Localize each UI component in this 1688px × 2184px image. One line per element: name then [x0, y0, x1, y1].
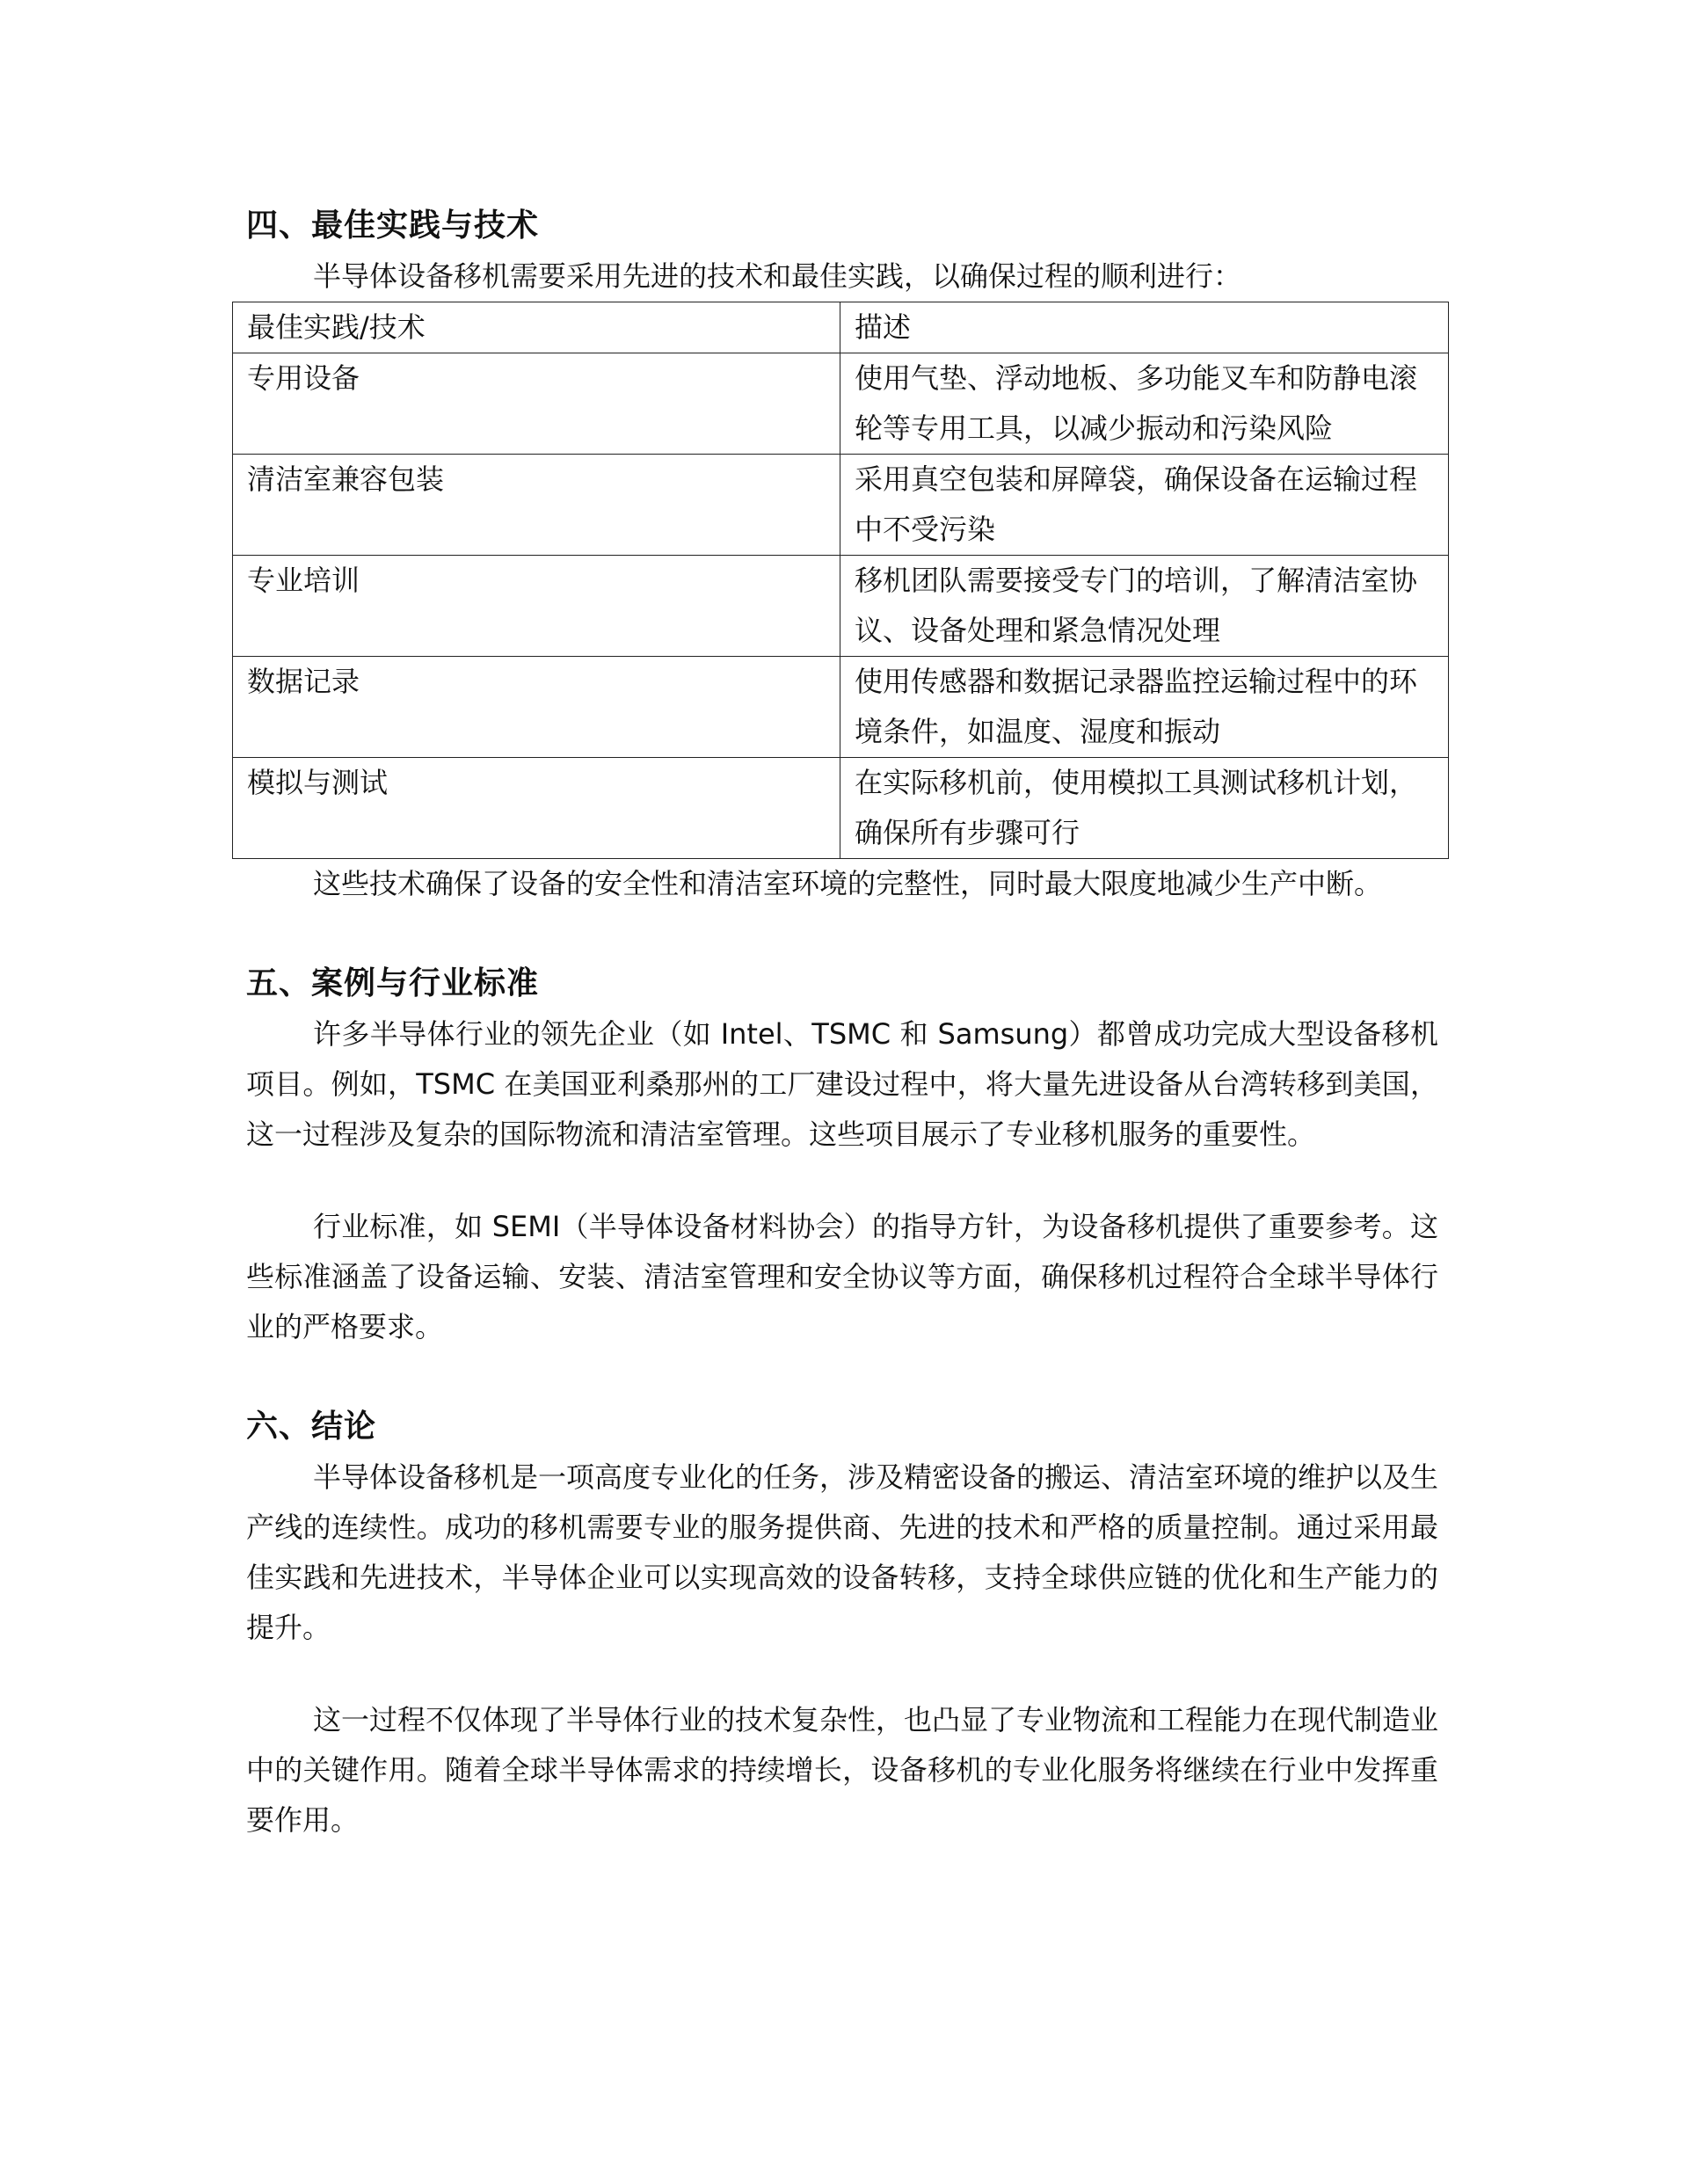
table-row	[233, 556, 1449, 657]
section4-outro: 这些技术确保了设备的安全性和清洁室环境的完整性，同时最大限度地减少生产中断。	[313, 867, 1383, 900]
section6-title: 六、结论	[246, 1409, 377, 1445]
section6-paragraph-2: 这一过程不仅体现了半导体行业的技术复杂性，也凸显了专业物流和工程能力在现代制造业中的关键作用。随着全球半导体需求的持续增长，设备移机的专业化服务将继续在行业中发挥重要作用。	[246, 1703, 1439, 1837]
table-row	[233, 657, 1449, 758]
section5-paragraph-1: 许多半导体行业的领先企业（如 Intel、TSMC 和 Samsung）都曾成功完成大型设备移机项目。例如，TSMC 在美国亚利桑那州的工厂建设过程中，将大量先进设备从台湾转移到美国，这一过程涉及复杂的国际物流和清洁室管理。这些项目展示了专业移机服务的重要性。	[246, 1017, 1438, 1151]
document-page	[246, 200, 1438, 1845]
table-header-practice: 最佳实践/技术	[233, 302, 840, 353]
table-cell-description: 使用气垫、浮动地板、多功能叉车和防静电滚轮等专用工具，以减少振动和污染风险	[840, 353, 1449, 455]
table-header-row	[233, 302, 1449, 353]
table-cell-practice: 专用设备	[233, 353, 840, 455]
section5-paragraph-2: 行业标准，如 SEMI（半导体设备材料协会）的指导方针，为设备移机提供了重要参考。这些标准涵盖了设备运输、安装、清洁室管理和安全协议等方面，确保移机过程符合全球半导体行业的严格要求。	[246, 1210, 1438, 1343]
table-row	[233, 353, 1449, 455]
best-practices-table	[232, 302, 1449, 859]
spacer	[246, 909, 1438, 958]
section4-title: 四、最佳实践与技术	[246, 207, 540, 244]
table-cell-practice: 清洁室兼容包装	[233, 455, 840, 556]
section6-paragraph-1: 半导体设备移机是一项高度专业化的任务，涉及精密设备的搬运、清洁室环境的维护以及生产线的连续性。成功的移机需要专业的服务提供商、先进的技术和严格的质量控制。通过采用最佳实践和先进技术，半导体企业可以实现高效的设备转移，支持全球供应链的优化和生产能力的提升。	[246, 1460, 1439, 1644]
spacer	[246, 1160, 1438, 1202]
section5-title: 五、案例与行业标准	[246, 965, 540, 1001]
table-row	[233, 758, 1449, 859]
table-cell-description: 移机团队需要接受专门的培训，了解清洁室协议、设备处理和紧急情况处理	[840, 556, 1449, 657]
table-cell-practice: 模拟与测试	[233, 758, 840, 859]
table-cell-practice: 数据记录	[233, 657, 840, 758]
table-cell-description: 在实际移机前，使用模拟工具测试移机计划，确保所有步骤可行	[840, 758, 1449, 859]
table-header-description: 描述	[840, 302, 1449, 353]
table-cell-description: 采用真空包装和屏障袋，确保设备在运输过程中不受污染	[840, 455, 1449, 556]
table-cell-description: 使用传感器和数据记录器监控运输过程中的环境条件，如温度、湿度和振动	[840, 657, 1449, 758]
table-cell-practice: 专业培训	[233, 556, 840, 657]
spacer	[246, 1352, 1438, 1401]
spacer	[246, 1653, 1438, 1695]
section4-intro: 半导体设备移机需要采用先进的技术和最佳实践，以确保过程的顺利进行：	[313, 259, 1242, 293]
table-row	[233, 455, 1449, 556]
